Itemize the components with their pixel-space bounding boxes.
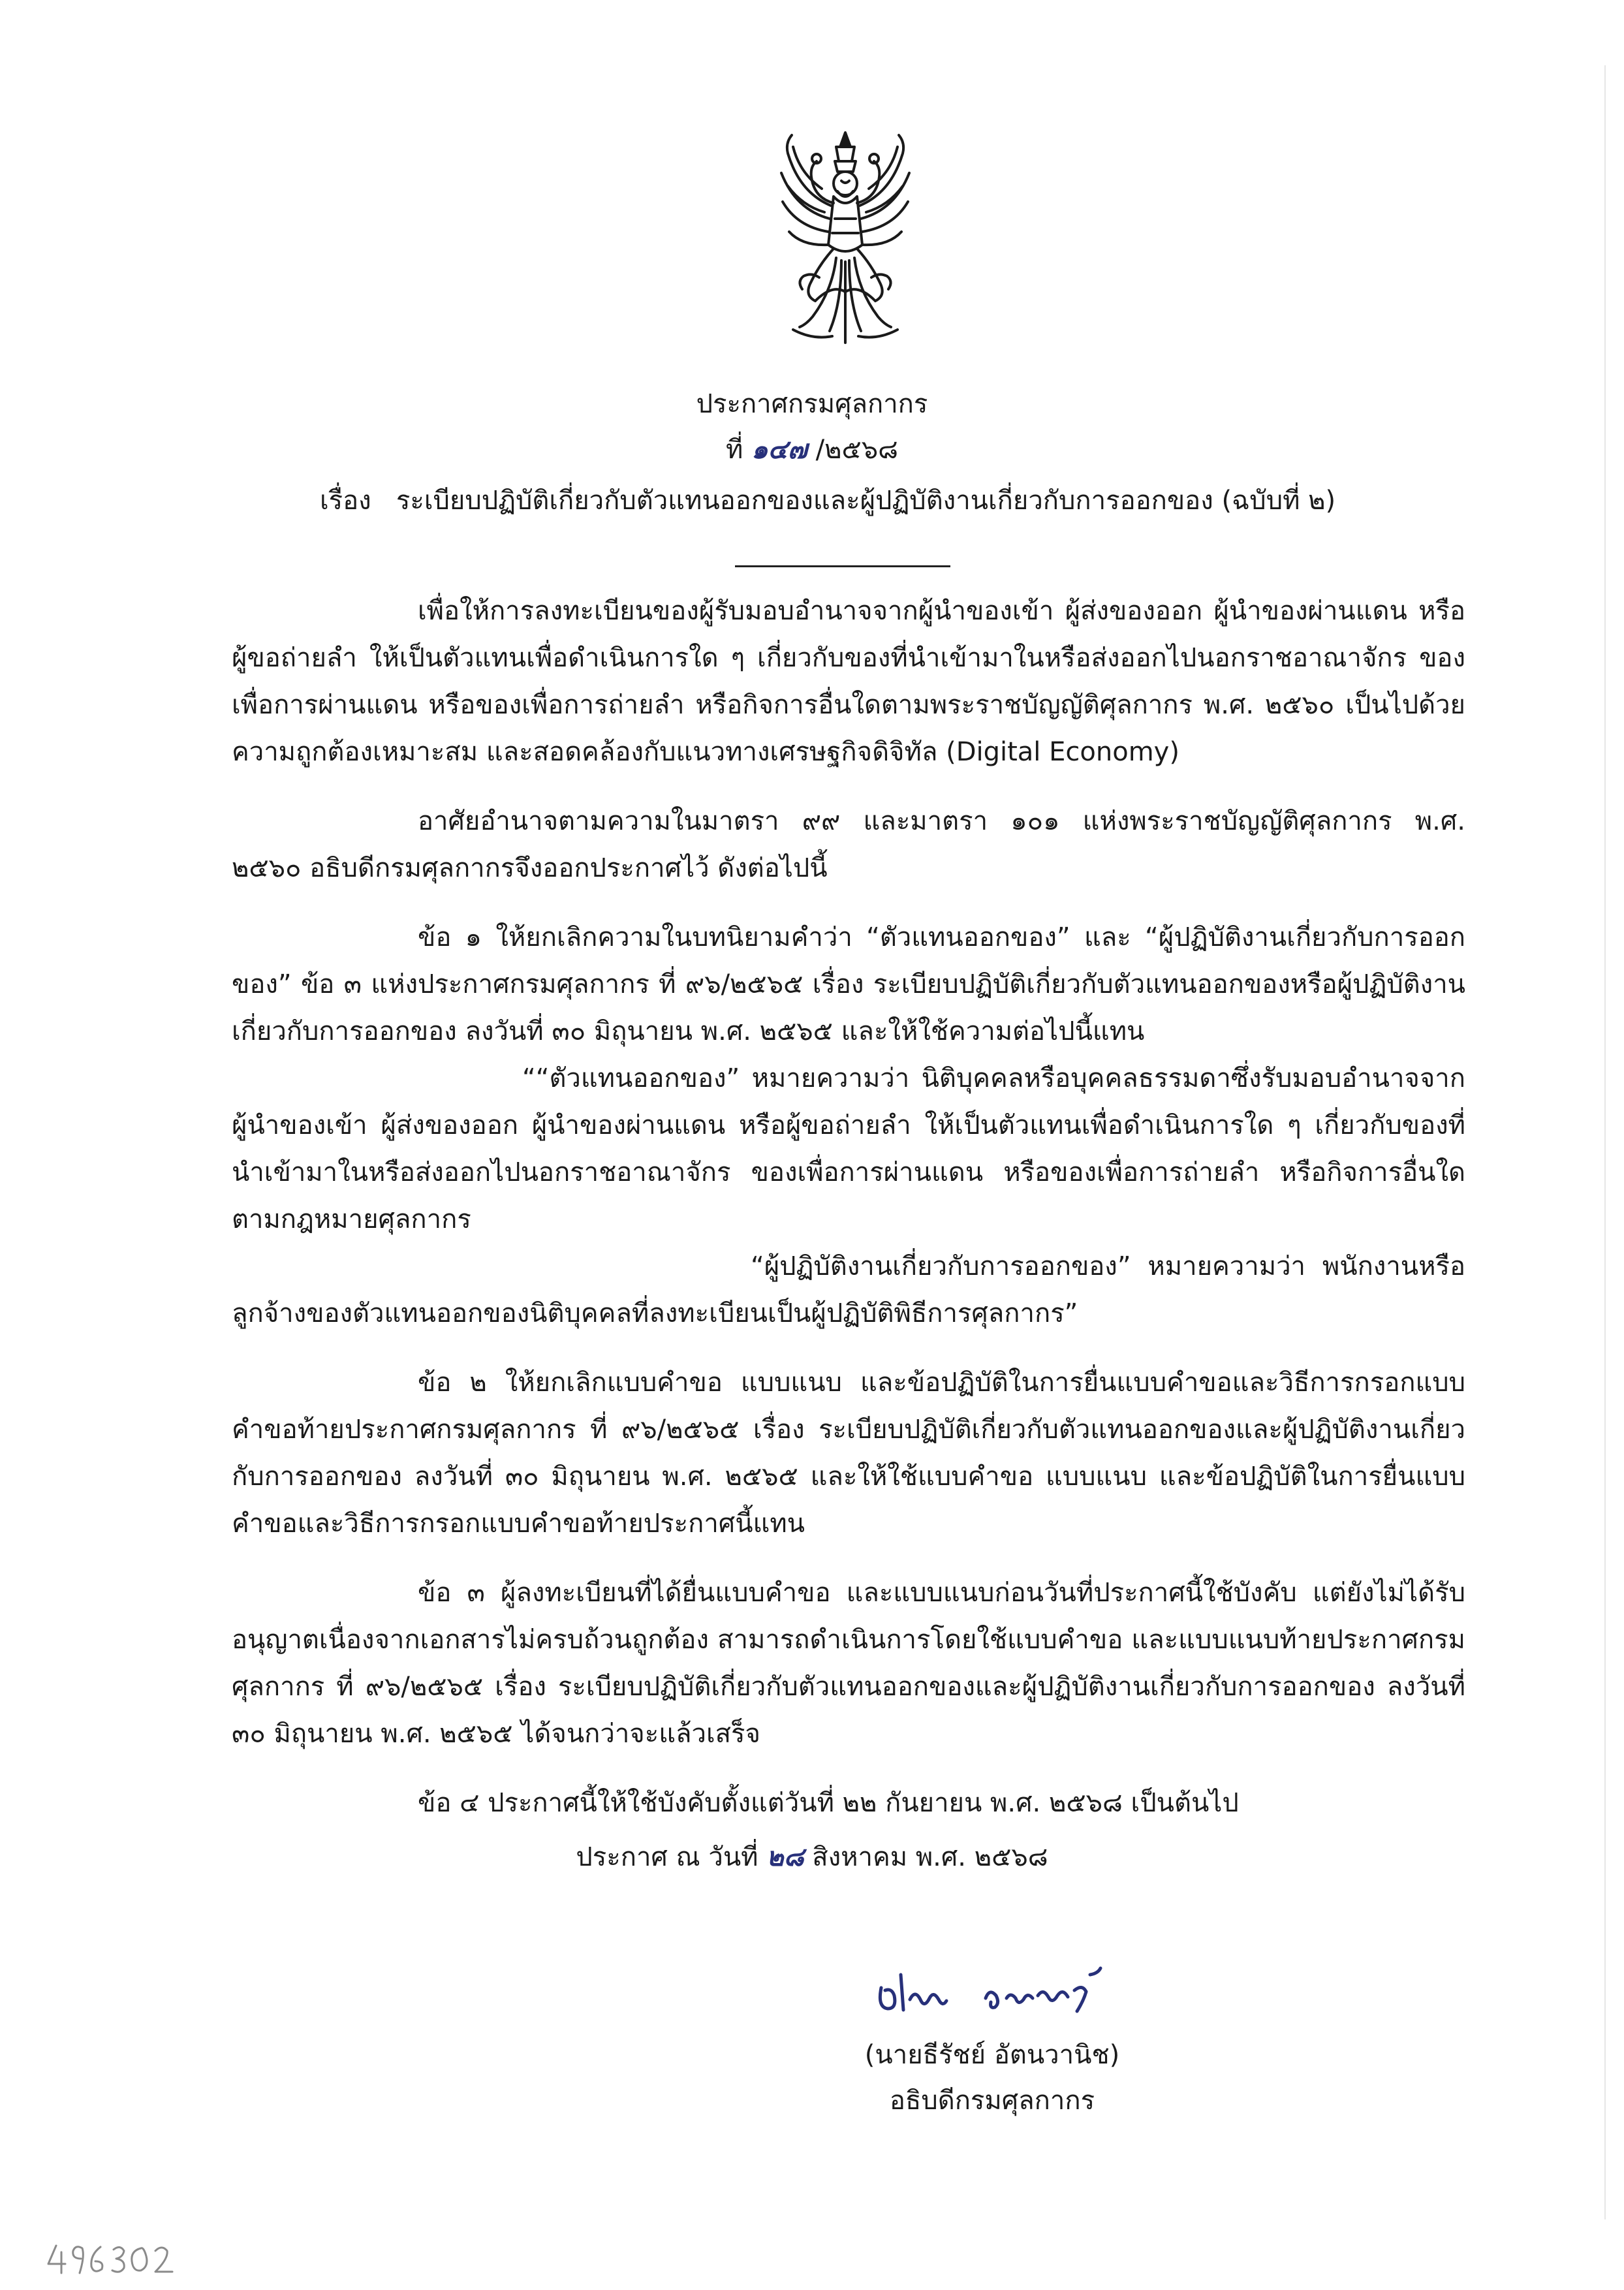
subject-text: ระเบียบปฏิบัติเกี่ยวกับตัวแทนออกของและผู้ปฏิบัติงานเกี่ยวกับการออกของ (ฉบับที่ ๒): [396, 486, 1336, 516]
paragraph-purpose: เพื่อให้การลงทะเบียนของผู้รับมอบอำนาจจากผู้นำของเข้า ผู้ส่งของออก ผู้นำของผ่านแดน หรือผู้ขอถ่ายลำ ให้เป็นตัวแทนเพื่อดำเนินการใด ๆ เกี่ยวกับของที่นำเข้ามาในหรือส่งออกไปนอกราชอาณาจักร ของเพื่อการผ่านแดน หรือของเพื่อการถ่ายลำ หรือกิจการอื่นใดตามพระราชบัญญัติศุลกากร พ.ศ. ๒๕๖๐ เป็นไปด้วยความถูกต้องเหมาะสม และสอดคล้องกับแนวทางเศรษฐกิจดิจิทัล (Digital Economy): [232, 596, 1465, 767]
promulgation-date: [0, 1838, 1624, 1877]
paragraph-clause-3: ข้อ ๓ ผู้ลงทะเบียนที่ได้ยื่นแบบคำขอ และแบบแนบก่อนวันที่ประกาศนี้ใช้บังคับ แต่ยังไม่ได้รับอนุญาตเนื่องจากเอกสารไม่ครบถ้วนถูกต้อง สามารถดำเนินการโดยใช้แบบคำขอ และแบบแนบท้ายประกาศกรมศุลกากร ที่ ๙๖/๒๕๖๕ เรื่อง ระเบียบปฏิบัติเกี่ยวกับตัวแทนออกของและผู้ปฏิบัติงานเกี่ยวกับการออกของ ลงวันที่ ๓๐ มิถุนายน พ.ศ. ๒๕๖๕ ได้จนกว่าจะแล้วเสร็จ: [232, 1578, 1465, 1749]
signer-name: (นายธีรัชย์ อัตนวานิช): [864, 2040, 1120, 2070]
paragraph-authority: อาศัยอำนาจตามความในมาตรา ๙๙ และมาตรา ๑๐๑ แห่งพระราชบัญญัติศุลกากร พ.ศ. ๒๕๖๐ อธิบดีกรมศุลกากรจึงออกประกาศไว้ ดังต่อไปนี้: [232, 806, 1465, 883]
header-divider: [735, 565, 950, 567]
handwritten-day: ๒๘: [766, 1842, 804, 1872]
signer-position: อธิบดีกรมศุลกากร: [889, 2086, 1095, 2116]
number-prefix: ที่: [726, 435, 743, 465]
subject-label: เรื่อง: [320, 486, 371, 516]
paragraph-clause-2: ข้อ ๒ ให้ยกเลิกแบบคำขอ แบบแนบ และข้อปฏิบัติในการยื่นแบบคำขอและวิธีการกรอกแบบคำขอท้ายประกาศกรมศุลกากร ที่ ๙๖/๒๕๖๕ เรื่อง ระเบียบปฏิบัติเกี่ยวกับตัวแทนออกของและผู้ปฏิบัติงานเกี่ยวกับการออกของ ลงวันที่ ๓๐ มิถุนายน พ.ศ. ๒๕๖๕ และให้ใช้แบบคำขอ แบบแนบ และข้อปฏิบัติในการยื่นแบบคำขอและวิธีการกรอกแบบคำขอท้ายประกาศนี้แทน: [232, 1368, 1465, 1539]
signature-scribble: [868, 1962, 1116, 2033]
paragraph-definition-operator: “ผู้ปฏิบัติงานเกี่ยวกับการออกของ” หมายความว่า พนักงานหรือลูกจ้างของตัวแทนออกของนิติบุคคลที่ลงทะเบียนเป็นผู้ปฏิบัติพิธีการศุลกากร”: [232, 1251, 1465, 1328]
announcement-title: ประกาศกรมศุลกากร: [696, 389, 928, 419]
paragraph-clause-4: ข้อ ๔ ประกาศนี้ให้ใช้บังคับตั้งแต่วันที่ ๒๒ กันยายน พ.ศ. ๒๕๖๘ เป็นต้นไป: [418, 1788, 1239, 1818]
announcement-number: [0, 432, 1624, 467]
handwritten-number: ๑๔๗: [751, 435, 807, 465]
paragraph-clause-1: ข้อ ๑ ให้ยกเลิกความในบทนิยามคำว่า “ตัวแทนออกของ” และ “ผู้ปฏิบัติงานเกี่ยวกับการออกของ” ข้อ ๓ แห่งประกาศกรมศุลกากร ที่ ๙๖/๒๕๖๕ เรื่อง ระเบียบปฏิบัติเกี่ยวกับตัวแทนออกของหรือผู้ปฏิบัติงานเกี่ยวกับการออกของ ลงวันที่ ๓๐ มิถุนายน พ.ศ. ๒๕๖๕ และให้ใช้ความต่อไปนี้แทน: [232, 922, 1465, 1046]
number-suffix: /๒๕๖๘: [815, 435, 898, 465]
paragraph-definition-agent: ““ตัวแทนออกของ” หมายความว่า นิติบุคคลหรือบุคคลธรรมดาซึ่งรับมอบอำนาจจากผู้นำของเข้า ผู้ส่งของออก ผู้นำของผ่านแดน หรือผู้ขอถ่ายลำ ให้เป็นตัวแทนเพื่อดำเนินการใด ๆ เกี่ยวกับของที่นำเข้ามาในหรือส่งออกไปนอกราชอาณาจักร ของเพื่อการผ่านแดน หรือของเพื่อการถ่ายลำ หรือกิจการอื่นใดตามกฎหมายศุลกากร: [232, 1063, 1465, 1234]
garuda-emblem-icon: [773, 121, 917, 356]
promulgation-suffix: สิงหาคม พ.ศ. ๒๕๖๘: [812, 1842, 1048, 1872]
promulgation-prefix: ประกาศ ณ วันที่: [576, 1842, 758, 1872]
announcement-body: [232, 588, 1465, 1827]
subject-line: [320, 483, 1335, 518]
pencil-stamp-number: [43, 2239, 180, 2278]
